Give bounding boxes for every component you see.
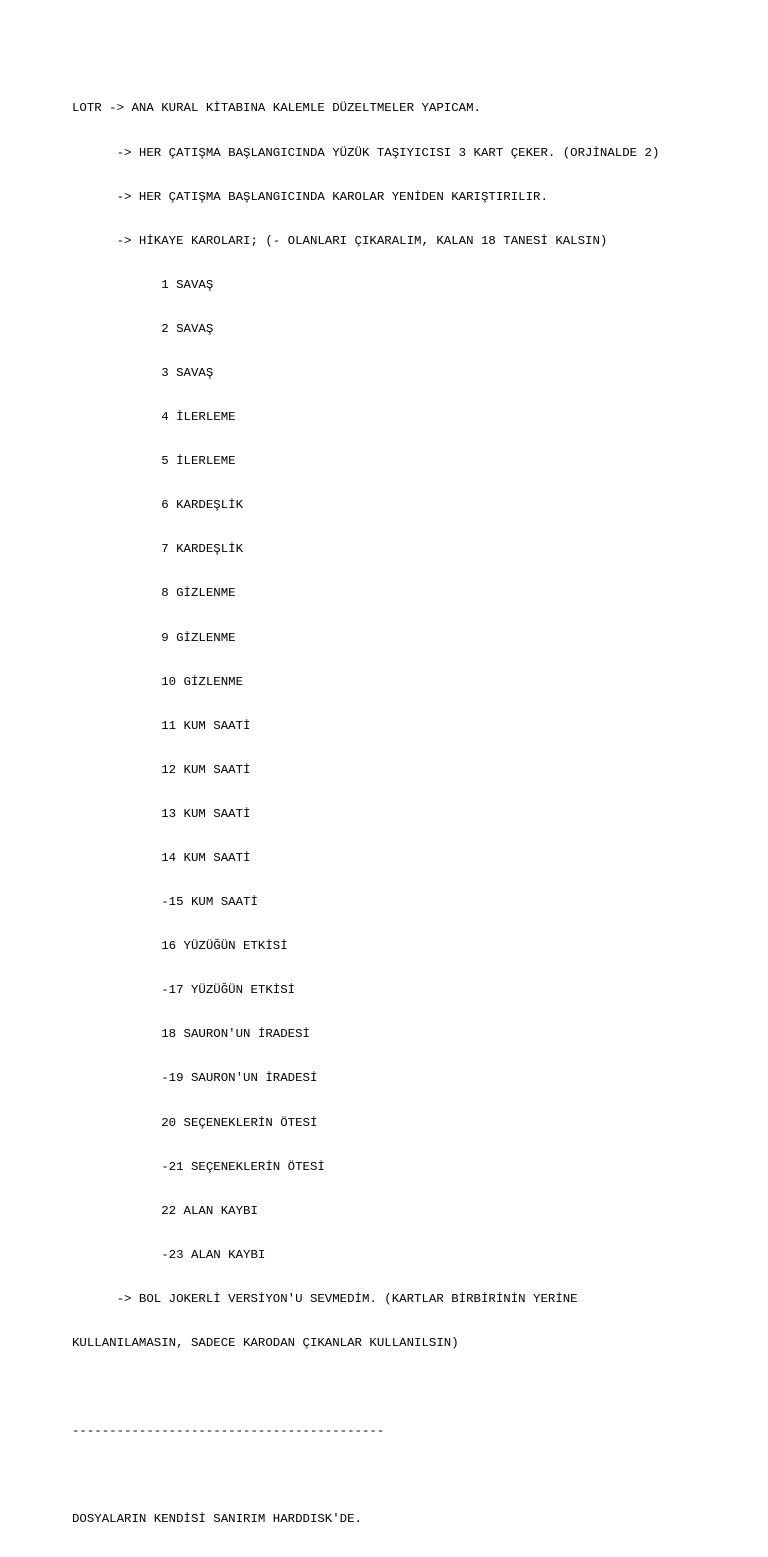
line-title: LOTR -> ANA KURAL KİTABINA KALEMLE DÜZELTMELER YAPICAM. xyxy=(72,101,481,116)
document-body xyxy=(72,72,659,1557)
list-item: 2 SAVAŞ xyxy=(72,321,214,336)
list-item: 1 SAVAŞ xyxy=(72,277,214,292)
list-item: 20 SEÇENEKLERİN ÖTESİ xyxy=(72,1115,318,1130)
list-item: 10 GİZLENME xyxy=(72,674,244,689)
list-item: -23 ALAN KAYBI xyxy=(72,1247,266,1262)
list-item: 16 YÜZÜĞÜN ETKİSİ xyxy=(72,939,288,954)
separator-line: ------------------------------------------ xyxy=(72,1424,385,1439)
line-joker-version: -> BOL JOKERLİ VERSİYON'U SEVMEDİM. (KARTLAR BİRBİRİNİN YERİNE xyxy=(72,1291,578,1306)
line-files-location: DOSYALARIN KENDİSİ SANIRIM HARDDISK'DE. xyxy=(72,1512,362,1527)
line-joker-version-continued: KULLANILAMASIN, SADECE KARODAN ÇIKANLAR KULLANILSIN) xyxy=(72,1336,459,1351)
list-item: 11 KUM SAATİ xyxy=(72,718,251,733)
list-item: 14 KUM SAATİ xyxy=(72,851,251,865)
list-item: 5 İLERLEME xyxy=(72,454,236,469)
list-item: 4 İLERLEME xyxy=(72,410,236,425)
line-story-tiles-heading: -> HİKAYE KAROLARI; (- OLANLARI ÇIKARALIM, KALAN 18 TANESİ KALSIN) xyxy=(72,233,608,248)
list-item: -21 SEÇENEKLERİN ÖTESİ xyxy=(72,1159,325,1174)
line-rule-ring-bearer-cards: -> HER ÇATIŞMA BAŞLANGICINDA YÜZÜK TAŞIYICISI 3 KART ÇEKER. (ORJİNALDE 2) xyxy=(72,145,660,160)
line-rule-reshuffle: -> HER ÇATIŞMA BAŞLANGICINDA KAROLAR YENİDEN KARIŞTIRILIR. xyxy=(72,189,548,204)
list-item: 13 KUM SAATİ xyxy=(72,806,251,821)
blank-line xyxy=(72,1380,659,1395)
list-item: 12 KUM SAATİ xyxy=(72,762,251,777)
list-item: 7 KARDEŞLİK xyxy=(72,542,244,557)
blank-line xyxy=(72,1468,659,1483)
list-item: -15 KUM SAATİ xyxy=(72,895,258,910)
list-item: 9 GİZLENME xyxy=(72,630,236,645)
list-item: 8 GİZLENME xyxy=(72,586,236,601)
list-item: 6 KARDEŞLİK xyxy=(72,498,244,513)
list-item: 3 SAVAŞ xyxy=(72,365,214,380)
list-item: -17 YÜZÜĞÜN ETKİSİ xyxy=(72,983,296,998)
list-item: 18 SAURON'UN İRADESİ xyxy=(72,1027,310,1042)
list-item: 22 ALAN KAYBI xyxy=(72,1203,258,1218)
list-item: -19 SAURON'UN İRADESİ xyxy=(72,1071,318,1086)
